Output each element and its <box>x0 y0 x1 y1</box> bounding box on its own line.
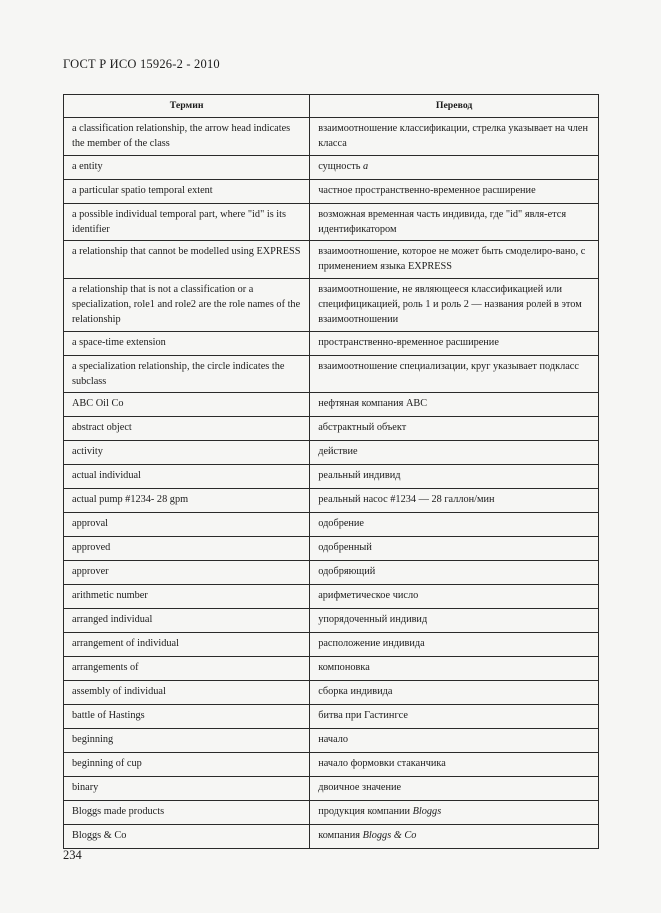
translation-text: действие <box>318 446 358 458</box>
translation-cell <box>310 241 599 279</box>
translation-cell <box>310 417 599 441</box>
translation-text: реальный насос #1234 — 28 галлон/мин <box>318 494 495 506</box>
term-cell: approval <box>64 513 310 537</box>
column-header-translation: Перевод <box>310 95 599 118</box>
term-cell: assembly of individual <box>64 681 310 705</box>
translation-cell <box>310 681 599 705</box>
table-row <box>64 681 599 705</box>
translation-italic-text: Bloggs & Co <box>362 830 417 842</box>
term-cell: approved <box>64 537 310 561</box>
translation-text: упорядоченный индивид <box>318 614 428 626</box>
translation-text: одобрение <box>318 518 365 530</box>
translation-cell <box>310 705 599 729</box>
page-number: 234 <box>63 848 82 862</box>
term-cell: a specialization relationship, the circle indicates the subclass <box>64 355 310 393</box>
translation-text: одобряющий <box>318 566 376 578</box>
translation-cell <box>310 801 599 825</box>
translation-cell <box>310 203 599 241</box>
term-cell: arrangements of <box>64 657 310 681</box>
table-row <box>64 393 599 417</box>
term-cell: beginning <box>64 729 310 753</box>
term-cell: beginning of cup <box>64 753 310 777</box>
translation-cell <box>310 609 599 633</box>
translation-cell <box>310 489 599 513</box>
table-header-row <box>64 95 599 118</box>
translation-cell <box>310 729 599 753</box>
translation-text: сущность <box>318 160 363 172</box>
table-row <box>64 203 599 241</box>
table-row <box>64 825 599 849</box>
term-cell: abstract object <box>64 417 310 441</box>
translation-text: компоновка <box>318 662 370 674</box>
translation-cell <box>310 537 599 561</box>
term-cell: activity <box>64 441 310 465</box>
translation-italic-text: a <box>363 160 369 172</box>
table-row <box>64 179 599 203</box>
translation-cell <box>310 179 599 203</box>
term-cell: arrangement of individual <box>64 633 310 657</box>
translation-text: абстрактный объект <box>318 422 407 434</box>
translation-cell <box>310 441 599 465</box>
column-header-term: Термин <box>64 95 310 118</box>
translation-text: компания <box>318 830 363 842</box>
translation-text: одобренный <box>318 542 372 554</box>
translation-text: частное пространственно-временное расширение <box>318 184 536 196</box>
translation-text: начало <box>318 734 349 746</box>
translation-text: взаимоотношение классификации, стрелка указывает на член класса <box>318 123 588 150</box>
table-row <box>64 489 599 513</box>
table-row <box>64 537 599 561</box>
translation-text: арифметическое число <box>318 590 419 602</box>
term-cell: a entity <box>64 155 310 179</box>
term-cell: a classification relationship, the arrow head indicates the member of the class <box>64 118 310 156</box>
term-cell: actual individual <box>64 465 310 489</box>
translation-text: расположение индивида <box>318 638 425 650</box>
translation-cell <box>310 777 599 801</box>
translation-cell <box>310 585 599 609</box>
table-row <box>64 585 599 609</box>
table-row <box>64 241 599 279</box>
table-row <box>64 331 599 355</box>
translation-cell <box>310 465 599 489</box>
table-row <box>64 465 599 489</box>
translation-cell <box>310 513 599 537</box>
translation-text: взаимоотношение специализации, круг указывает подкласс <box>318 360 579 372</box>
table-row <box>64 513 599 537</box>
table-row <box>64 633 599 657</box>
table-row <box>64 705 599 729</box>
translation-cell <box>310 561 599 585</box>
translation-cell <box>310 753 599 777</box>
table-row <box>64 441 599 465</box>
term-cell: a relationship that cannot be modelled using EXPRESS <box>64 241 310 279</box>
term-cell: approver <box>64 561 310 585</box>
translation-text: взаимоотношение, не являющееся классификацией или специфицикацией, роль 1 и роль 2 — названия ролей в этом взаимоотношении <box>318 283 582 326</box>
translation-cell <box>310 355 599 393</box>
page-header: ГОСТ Р ИСО 15926-2 - 2010 <box>63 57 220 71</box>
translation-cell <box>310 118 599 156</box>
terms-table <box>63 94 599 849</box>
table-row <box>64 561 599 585</box>
table-row <box>64 777 599 801</box>
translation-text: пространственно-временное расширение <box>318 336 499 348</box>
translation-text: начало формовки стаканчика <box>318 758 446 770</box>
term-cell: a particular spatio temporal extent <box>64 179 310 203</box>
translation-cell <box>310 155 599 179</box>
translation-cell <box>310 657 599 681</box>
translation-text: реальный индивид <box>318 470 401 482</box>
term-cell: actual pump #1234- 28 gpm <box>64 489 310 513</box>
translation-text: продукция компании <box>318 806 413 818</box>
term-cell: binary <box>64 777 310 801</box>
table-row <box>64 155 599 179</box>
translation-text: взаимоотношение, которое не может быть смоделиро-вано, с применением языка EXPRESS <box>318 246 586 273</box>
table-row <box>64 729 599 753</box>
translation-cell <box>310 278 599 331</box>
table-row <box>64 278 599 331</box>
term-cell: a possible individual temporal part, where "id" is its identifier <box>64 203 310 241</box>
term-cell: arranged individual <box>64 609 310 633</box>
table-row <box>64 801 599 825</box>
table-body <box>64 118 599 849</box>
term-cell: a relationship that is not a classification or a specialization, role1 and role2 are the role names of the relationship <box>64 278 310 331</box>
term-cell: ABC Oil Co <box>64 393 310 417</box>
translation-cell <box>310 393 599 417</box>
term-cell: battle of Hastings <box>64 705 310 729</box>
table-row <box>64 417 599 441</box>
translation-text: нефтяная компания ABC <box>318 398 428 410</box>
translation-text: битва при Гастингсе <box>318 710 408 722</box>
term-cell: Bloggs made products <box>64 801 310 825</box>
table-row <box>64 118 599 156</box>
translation-cell <box>310 331 599 355</box>
term-cell: arithmetic number <box>64 585 310 609</box>
term-cell: Bloggs & Co <box>64 825 310 849</box>
translation-cell <box>310 633 599 657</box>
term-cell: a space-time extension <box>64 331 310 355</box>
translation-text: сборка индивида <box>318 686 393 698</box>
table-row <box>64 355 599 393</box>
translation-cell <box>310 825 599 849</box>
translation-text: двоичное значение <box>318 782 402 794</box>
table-row <box>64 753 599 777</box>
translation-italic-text: Bloggs <box>412 806 442 818</box>
translation-text: возможная временная часть индивида, где "id" явля-ется идентификатором <box>318 208 567 235</box>
table-row <box>64 657 599 681</box>
table-row <box>64 609 599 633</box>
